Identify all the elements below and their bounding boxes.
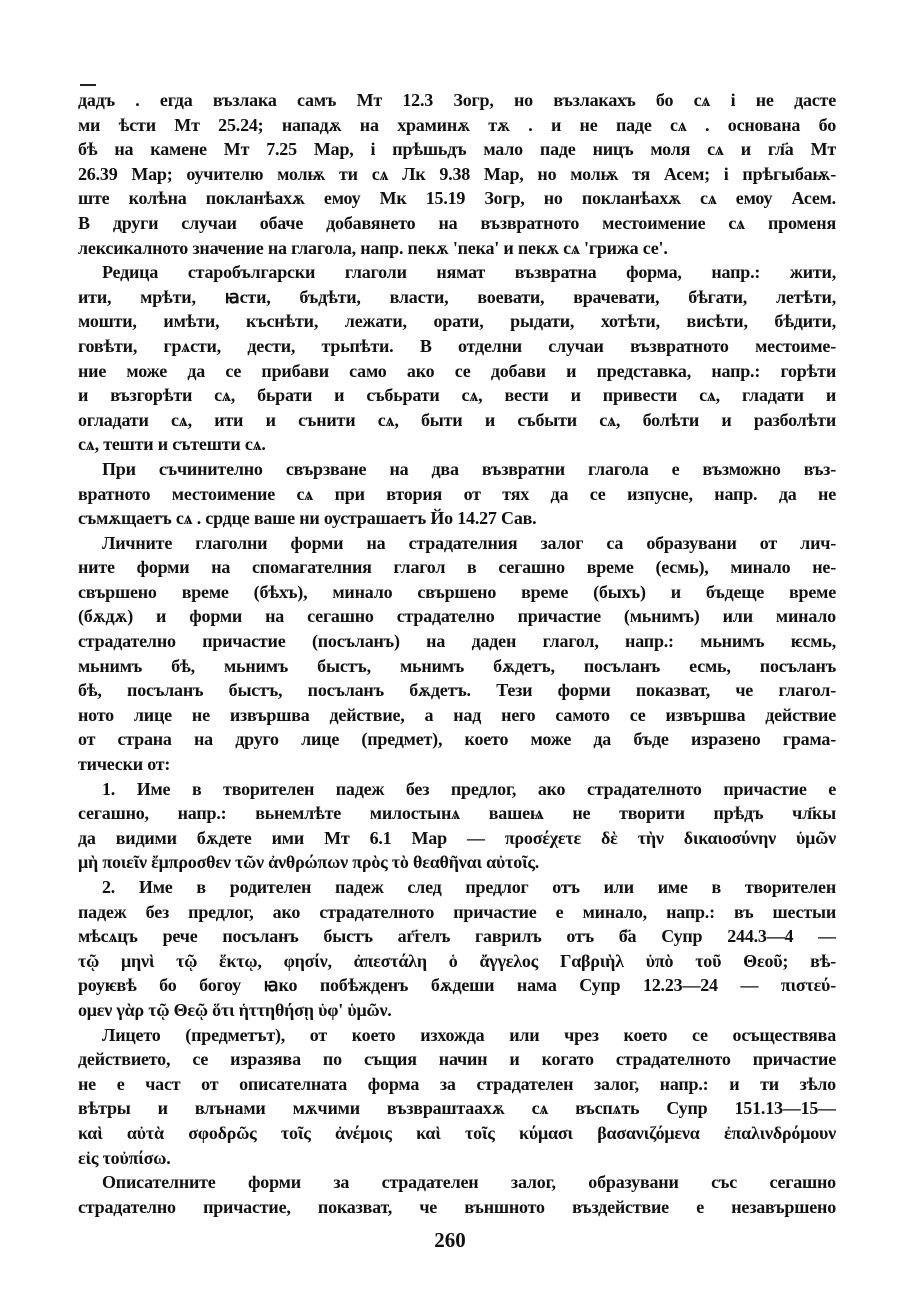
text-line: Описателните форми за страдателен залог, образувани със сегашно <box>102 1172 836 1193</box>
text-line: бѣ, посъланъ быстъ, посъланъ бѫдетъ. Тези форми показват, че глагол- <box>78 680 836 701</box>
text-line: Личните глаголни форми на страдателния залог са образувани от лич- <box>102 532 836 553</box>
text-line: от страна на друго лице (предмет), което може да бъде изразено грама- <box>78 729 836 750</box>
text-line: лексикалното значение на глагола, напр. пекѫ 'пека' и пекѫ сѧ 'грижа се'. <box>78 237 668 258</box>
text-line: 1. Име в творителен падеж без предлог, ако страдателното причастие е <box>102 778 836 799</box>
text-line: мьнимъ бѣ, мьнимъ быстъ, мьнимъ бѫдетъ, посъланъ есмь, посъланъ <box>78 655 836 676</box>
text-line: роуѥвѣ бо богоу ꙗко побѣжденъ бѫдеши нама Супр 12.23—24 — πιστεύ- <box>78 975 836 996</box>
text-line: καὶ αὐτὰ σφοδρῶς τοῖς ἀνέμοις καὶ τοῖς κύμασι βασανιζόμενα ἐπαλινδρόμουν <box>78 1122 836 1143</box>
text-line: ити, мрѣти, ꙗсти, бъдѣти, власти, воевати, врачевати, бѣгати, летѣти, <box>78 286 836 307</box>
text-line: μὴ ποιεῖν ἔμπροσθεν τῶν ἀνθρώπων πρὸς τὸ θεαθῆναι αὐτοῖς. <box>78 852 540 873</box>
text-line: свършено време (бѣхъ), минало свършено време (быхъ) и бъдеще време <box>78 581 836 602</box>
text-line: съмѫщаетъ сѧ . срдце ваше ни оустрашаетъ Йо 14.27 Сав. <box>78 508 537 529</box>
text-line: говѣти, грѧсти, дести, трьпѣти. В отделни случаи възвратното местоиме- <box>78 335 836 356</box>
text-line: В други случаи обаче добавянето на възвратното местоимение сѧ променя <box>78 212 836 233</box>
overline-mark <box>80 84 96 86</box>
text-line: Редица старобългарски глаголи нямат възвратна форма, напр.: жити, <box>102 262 836 283</box>
text-line: страдателно причастие, показват, че външното въздействие е незавършено <box>78 1196 836 1217</box>
text-line: (бѫдѫ) и форми на сегашно страдателно причастие (мьнимъ) или минало <box>78 606 836 627</box>
page-body-text <box>78 88 836 1219</box>
text-line: вратното местоимение сѧ при втория от тях да се изпусне, напр. да не <box>78 483 836 504</box>
text-line: падеж без предлог, ако страдателното причастие е минало, напр.: въ шестыи <box>78 901 836 922</box>
text-line: ното лице не извършва действие, а над него самото се извършва действие <box>78 704 836 725</box>
text-line: ми ѣсти Мт 25.24; нападѫ на храминѫ тѫ . и не паде сѧ . основана бо <box>78 114 836 135</box>
text-line: вѣтры и влънами мѫчими възвраштаахѫ сѧ въспѧть Супр 151.13—15— <box>78 1098 836 1119</box>
text-line: да видими бѫдете ими Мт 6.1 Мар — προσέχετε δὲ τὴν δικαιοσύνην ὑμῶν <box>78 827 836 848</box>
text-line: бѣ на камене Мт 7.25 Мар, і прѣшьдъ мало паде ницъ моля сѧ и гл҃а Мт <box>78 139 836 160</box>
text-line: ομεν γὰρ τῷ Θεῷ ὅτι ἡττηθήσῃ ὑφ' ὑμῶν. <box>78 999 392 1020</box>
text-line: 2. Име в родителен падеж след предлог отъ или име в творителен <box>102 877 836 897</box>
text-line: мѣсѧцъ рече посъланъ быстъ аг҃гелъ гаврилъ отъ б҃а Супр 244.3—4 — <box>78 926 836 947</box>
text-line: страдателно причастие (посъланъ) на даден глагол, напр.: мьнимъ ѥсмь, <box>78 631 836 652</box>
text-line: и възгорѣти сѧ, бьрати и събьрати сѧ, вести и привести сѧ, гладати и <box>78 385 836 406</box>
text-line: Лицето (предметът), от което изхожда или чрез което се осъществява <box>102 1024 836 1045</box>
text-line: 26.39 Мар; оучителю молѭ ти сѧ Лк 9.38 Мар, но молѭ тя Асем; і прѣгыбаѭ- <box>78 163 836 184</box>
text-line: сегашно, напр.: вьнемлѣте милостынѧ вашеѩ не творити прѣдъ чл҃кы <box>78 803 836 824</box>
text-line: ште колѣна покланѣахѫ емоу Мк 15.19 Зогр, но покланѣахѫ сѧ емоу Асем. <box>78 188 836 209</box>
text-line: мошти, имѣти, къснѣти, лежати, орати, рыдати, хотѣти, висѣти, бѣдити, <box>78 311 836 332</box>
text-line: ние може да се прибави само ако се добави и представка, напр.: горѣти <box>78 360 836 381</box>
text-line: дадъ . егда възлака самъ Мт 12.3 Зогр, но възлакахъ бо сѧ і не дасте <box>78 90 836 110</box>
text-line: огладати сѧ, ити и сънити сѧ, быти и събыти сѧ, болѣти и разболѣти <box>78 409 836 430</box>
text-line: ните форми на спомагателния глагол в сегашно време (есмь), минало не- <box>78 557 836 578</box>
text-line: не е част от описателната форма за страдателен залог, напр.: и ти зѣло <box>78 1073 836 1094</box>
text-line: действието, се изразява по същия начин и когато страдателното причастие <box>78 1049 836 1070</box>
text-line: тически от: <box>78 754 171 775</box>
text-line: При съчинително свързване на два възвратни глагола е възможно въз- <box>102 458 836 479</box>
text-line: τῷ μηνὶ τῷ ἕκτῳ, φησίν, ἀπεστάλη ὁ ἄγγελος Γαβριὴλ ὑπὸ τοῦ Θεοῦ; вѣ- <box>78 950 836 971</box>
text-line: сѧ, тешти и сътешти сѧ. <box>78 434 266 455</box>
page-number: 260 <box>434 1228 466 1252</box>
text-line: εἰς τοὐπίσω. <box>78 1147 171 1168</box>
